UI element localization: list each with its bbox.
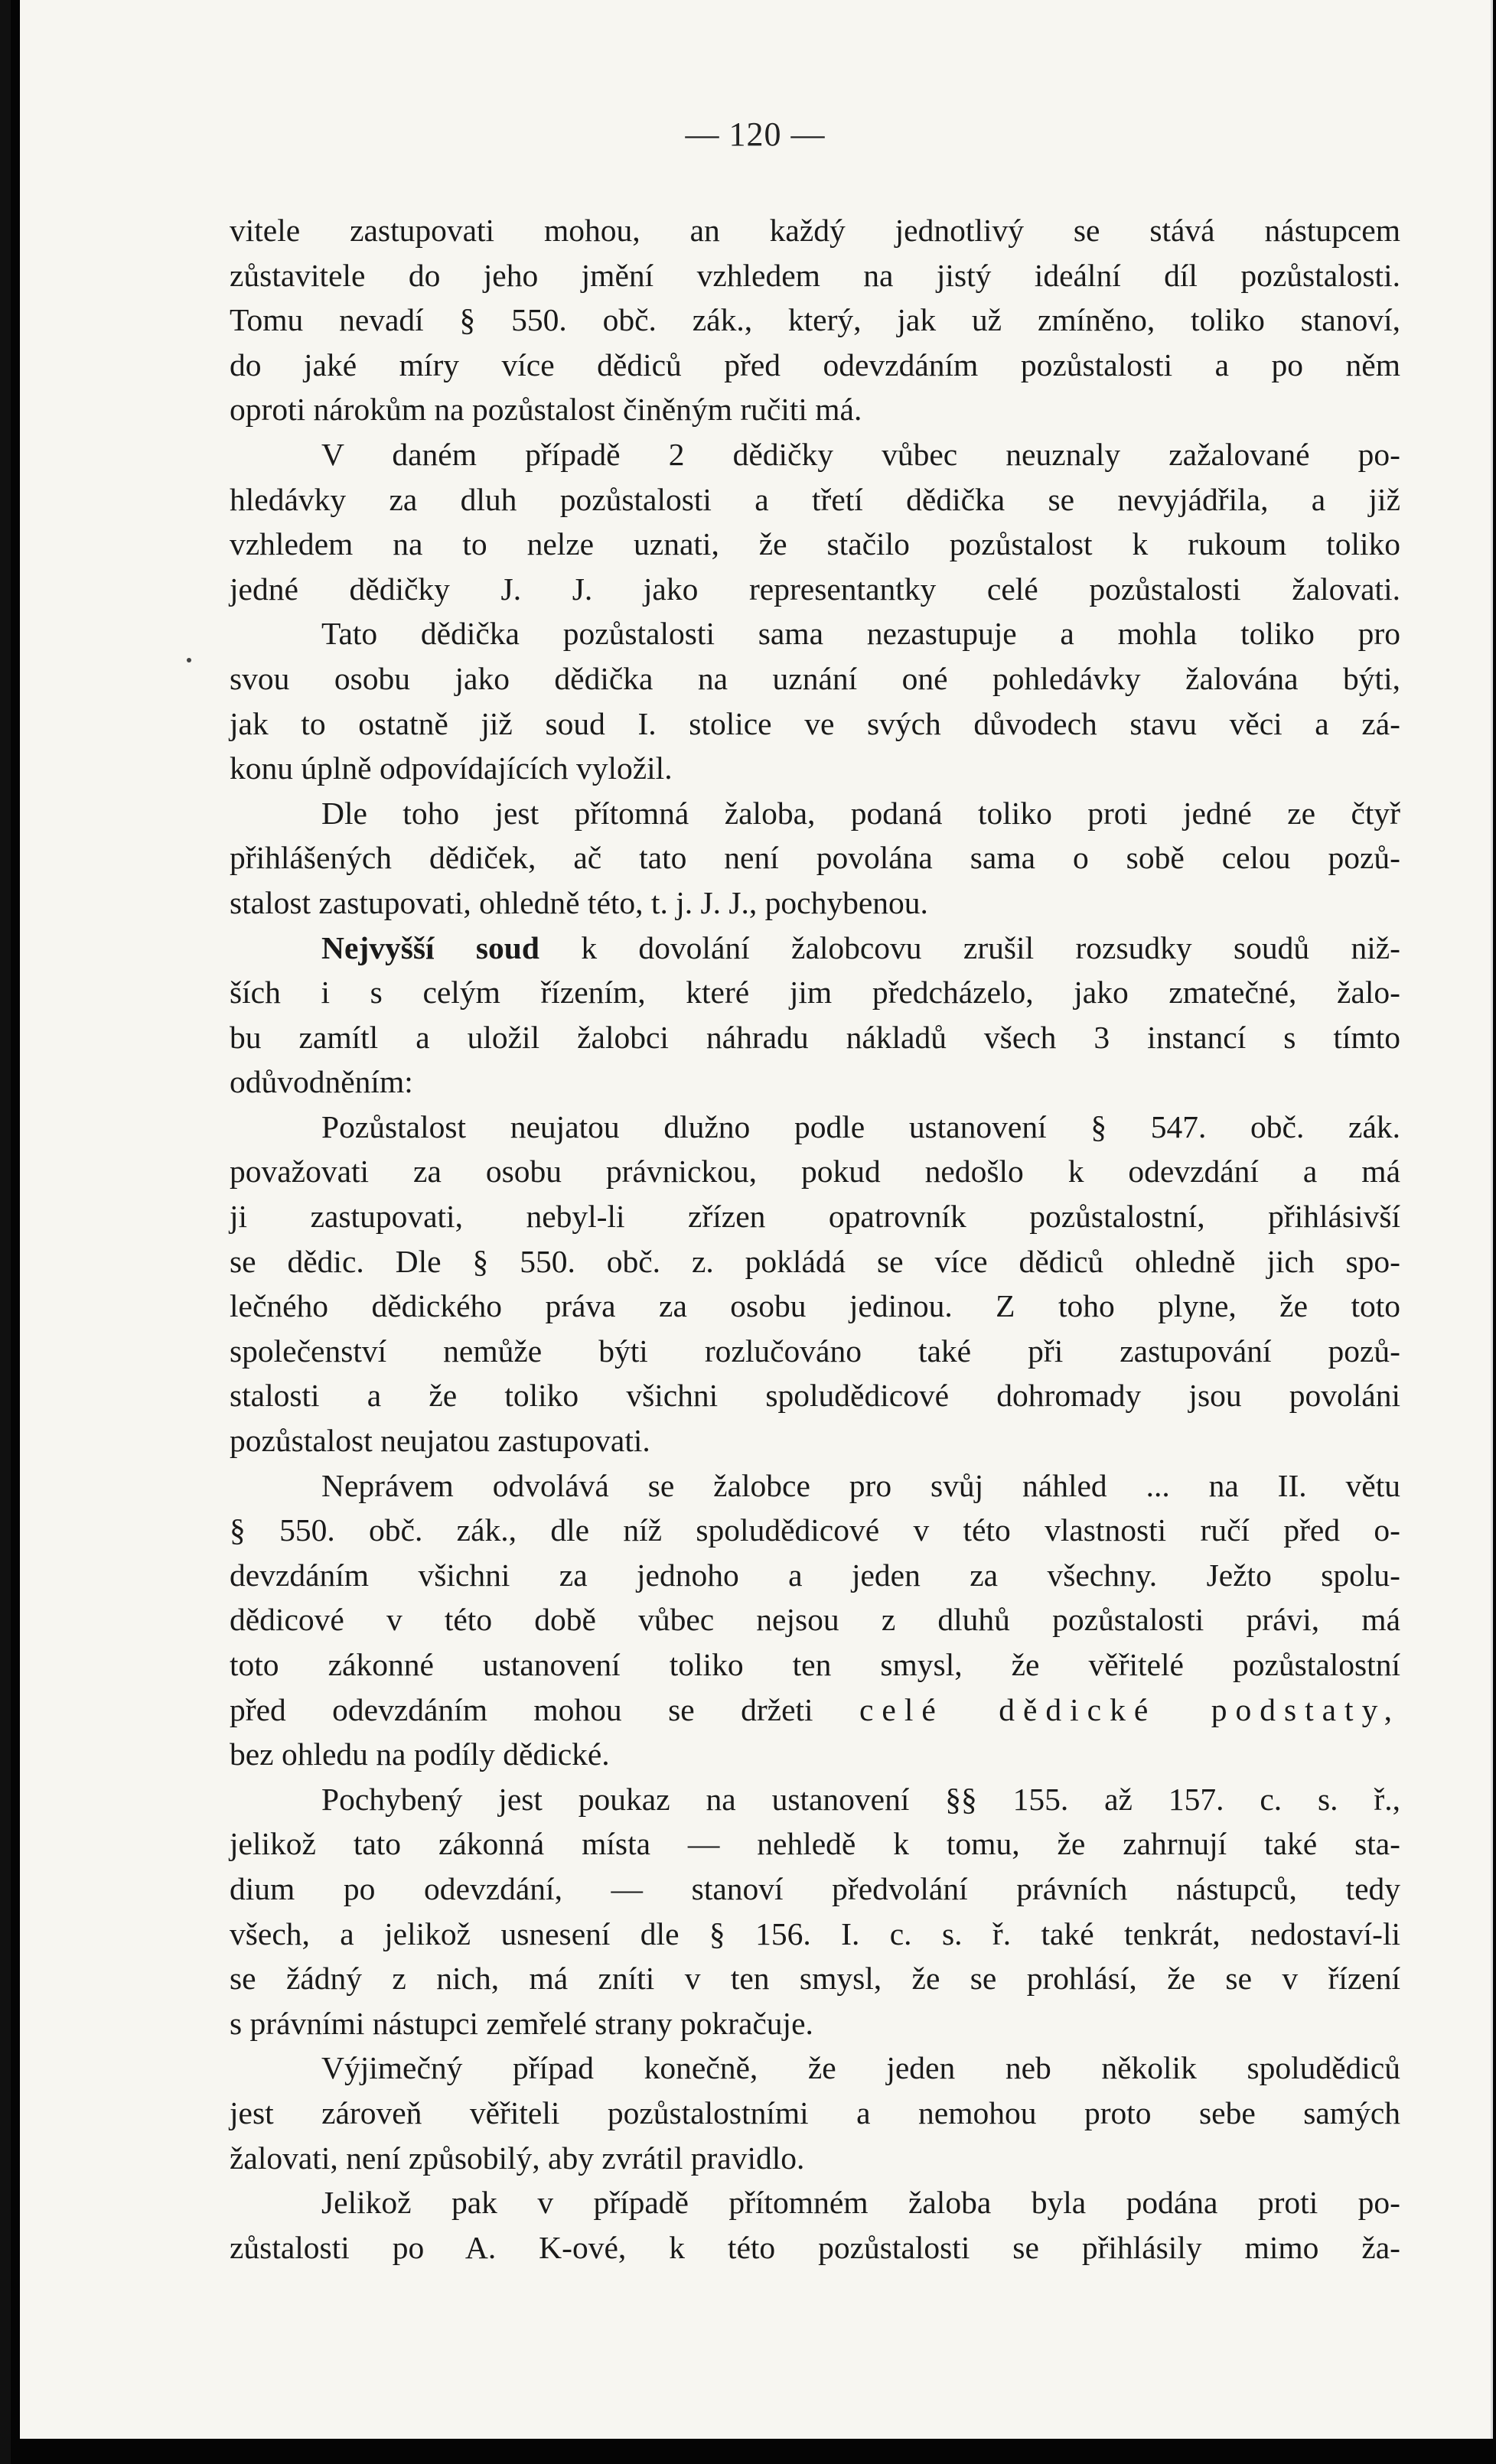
text-line: Tomu nevadí § 550. obč. zák., který, jak už zmíněno, toliko stanoví, [230,302,1400,338]
text-fragment: před odevzdáním mohou se držeti [230,1691,813,1727]
text-line: Pochybený jest poukaz na ustanovení §§ 155. až 157. c. s. ř., [321,1781,1400,1817]
text-line: vzhledem na to nelze uznati, že stačilo pozůstalost k rukoum toliko [230,526,1400,562]
text-line: odůvodněním: [230,1064,413,1100]
text-line: jest zároveň věřiteli pozůstalostními a nemohou proto sebe samých [230,2095,1400,2130]
text-line: ších i s celým řízením, které jim předcházelo, jako zmatečné, žalo- [230,975,1400,1011]
text-line: považovati za osobu právnickou, pokud nedošlo k odevzdání a má [230,1154,1400,1190]
text-line: oproti nárokům na pozůstalost činěným ručiti má. [230,392,862,428]
text-line: Jelikož pak v případě přítomném žaloba byla podána proti po- [321,2185,1400,2221]
text-line: jedné dědičky J. J. jako representantky celé pozůstalosti žalovati. [230,571,1400,607]
text-line: všech, a jelikož usnesení dle § 156. I. c. s. ř. také tenkrát, nedostaví-li [230,1916,1400,1951]
text-line: Výjimečný případ konečně, že jeden neb několik spoludědiců [321,2050,1400,2086]
text-line: Pozůstalost neujatou dlužno podle ustanovení § 547. obč. zák. [321,1108,1400,1144]
text-line: se žádný z nich, má zníti v ten smysl, že se prohlásí, že se v řízení [230,1961,1400,1997]
stray-ink-mark [187,658,191,662]
text-line-court-decision [230,926,1400,971]
text-line: dědicové v této době vůbec nejsou z dluhů pozůstalosti právi, má [230,1602,1400,1638]
text-line: stalosti a že toliko všichni spoludědicové dohromady jsou povoláni [230,1378,1400,1414]
text-line: do jaké míry více dědiců před odevzdáním pozůstalosti a po něm [230,347,1400,382]
text-line: zůstavitele do jeho jmění vzhledem na jistý ideální díl pozůstalosti. [230,257,1400,293]
scan-border [0,0,11,2464]
text-line: bu zamítl a uložil žalobci náhradu nákladů všech 3 instancí s tímto [230,1019,1400,1055]
court-name: Nejvyšší soud [321,929,539,965]
text-line: § 550. obč. zák., dle níž spoludědicové v této vlastnosti ručí před o- [230,1512,1400,1548]
text-line: zůstalosti po A. K-ové, k této pozůstalosti se přihlásily mimo ža- [230,2229,1400,2265]
text-line: dium po odevzdání, — stanoví předvolání právních nástupců, tedy [230,1870,1400,1906]
text-line: hledávky za dluh pozůstalosti a třetí dědička se nevyjádřila, a již [230,481,1400,517]
text-line: Dle toho jest přítomná žaloba, podaná toliko proti jedné ze čtyř [321,795,1400,831]
text-line: devzdáním všichni za jednoho a jeden za všechny. Ježto spolu- [230,1557,1400,1593]
text-line: stalost zastupovati, ohledně této, t. j. J. J., pochybenou. [230,884,928,920]
text-line: se dědic. Dle § 550. obč. z. pokládá se více dědiců ohledně jich spo- [230,1243,1400,1279]
page-number: — 120 — [685,116,826,153]
text-line: Neprávem odvolává se žalobce pro svůj náhled ... na II. větu [321,1467,1400,1503]
text-line: přihlášených dědiček, ač tato není povolána sama o sobě celou pozů- [230,840,1400,876]
text-line: svou osobu jako dědička na uznání oné pohledávky žalována býti, [230,660,1400,696]
text-line: vitele zastupovati mohou, an každý jednotlivý se stává nástupcem [230,213,1400,248]
text-line: pozůstalost neujatou zastupovati. [230,1423,650,1459]
body-text [230,208,1400,2270]
text-line: žalovati, není způsobilý, aby zvrátil pravidlo. [230,2140,805,2176]
text-line: lečného dědického práva za osobu jedinou. Z toho plyne, že toto [230,1288,1400,1324]
text-line: toto zákonné ustanovení toliko ten smysl, že věřitelé pozůstalostní [230,1647,1400,1682]
text-line: společenství nemůže býti rozlučováno také při zastupování pozů- [230,1333,1400,1369]
text-line: jak to ostatně již soud I. stolice ve svých důvodech stavu věci a zá- [230,705,1400,741]
text-fragment: k dovolání žalobcovu zrušil rozsudky soudů niž- [581,929,1401,965]
text-line: ji zastupovati, nebyl-li zřízen opatrovník pozůstalostní, přihlásivší [230,1199,1400,1235]
text-line: V daném případě 2 dědičky vůbec neuznaly zažalované po- [321,436,1400,472]
text-line: bez ohledu na podíly dědické. [230,1737,610,1772]
document-page [20,0,1493,2439]
text-line: Tato dědička pozůstalosti sama nezastupuje a mohla toliko pro [321,616,1400,652]
text-line: jelikož tato zákonná místa — nehledě k tomu, že zahrnují také sta- [230,1826,1400,1862]
text-line: s právními nástupci zemřelé strany pokračuje. [230,2005,813,2041]
text-line: konu úplně odpovídajících vyložil. [230,750,673,786]
spaced-emphasis: celé dědické podstaty, [859,1691,1401,1727]
text-line-spaced [230,1688,1400,1733]
